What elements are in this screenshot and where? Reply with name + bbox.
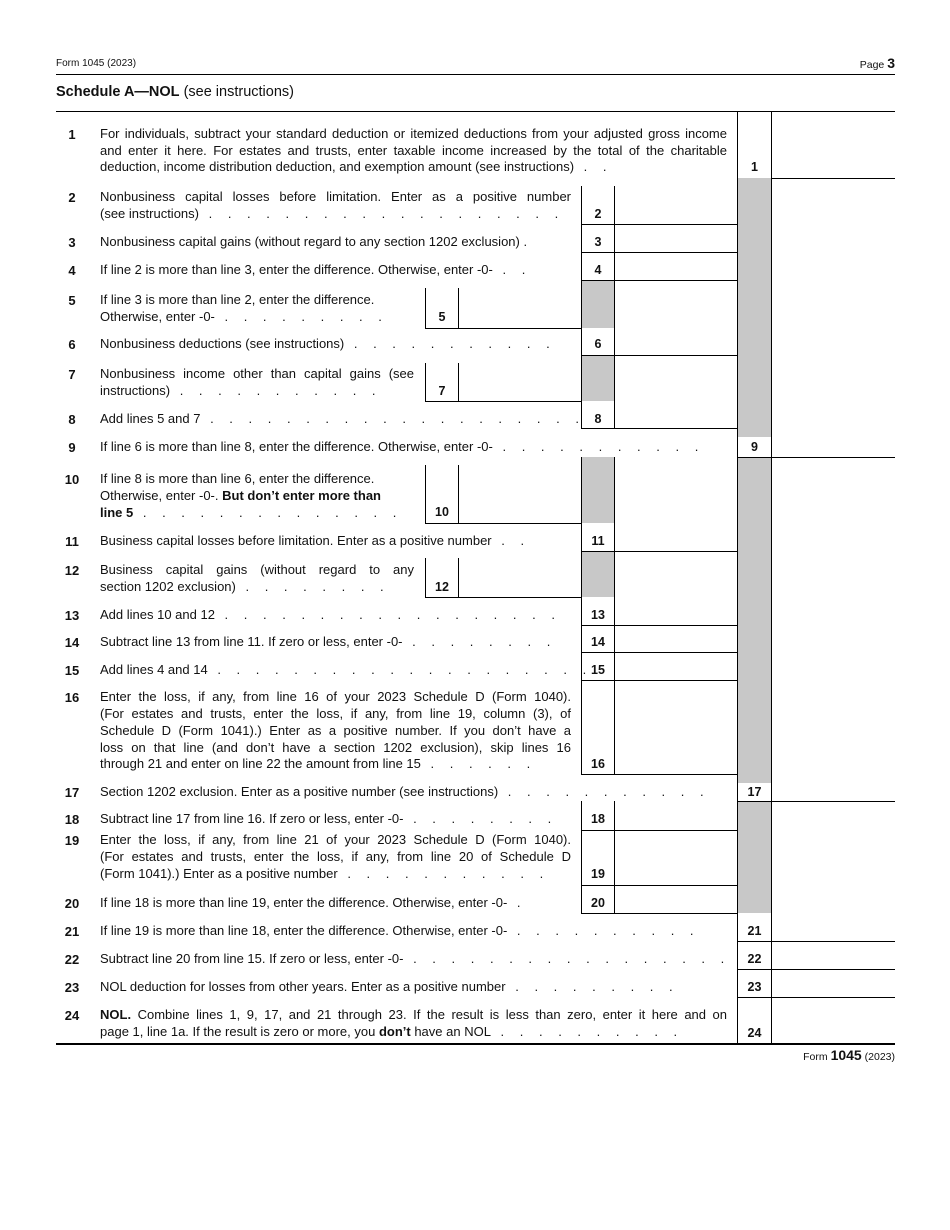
amount-field-line-15[interactable] — [615, 653, 737, 680]
line-20-text — [100, 895, 527, 912]
line-number-11: 11 — [65, 534, 79, 549]
line-15-text — [100, 662, 592, 679]
line-4-text — [100, 262, 531, 279]
line-20-leader: . — [507, 895, 527, 910]
line-number-15: 15 — [64, 663, 80, 678]
line-18-description: Subtract line 17 from line 16. If zero or less, enter -0- — [100, 811, 404, 826]
line-1-description: For individuals, subtract your standard deduction or itemized deductions from your adjusted gross income and enter it here. For estates and trusts, enter taxable income increased by the total of the charitable deduction, income distribution deduction, and exemption amount (see instructions) — [100, 126, 727, 174]
line-number-8: 8 — [68, 412, 76, 427]
line-21-leader: . . . . . . . . . . — [507, 923, 700, 938]
box-ref-13: 13 — [591, 608, 605, 622]
box-ref-6: 6 — [594, 337, 602, 351]
line-9-text — [100, 439, 704, 456]
amount-field-line-6[interactable] — [615, 329, 737, 355]
line-5-text-b — [100, 309, 388, 326]
box-ref-12: 12 — [435, 580, 449, 594]
box-ref-18: 18 — [591, 812, 605, 826]
line-22-text — [100, 951, 730, 968]
amount-field-line-18[interactable] — [615, 802, 737, 830]
line-number-22: 22 — [64, 952, 80, 967]
line-4-description: If line 2 is more than line 3, enter the difference. Otherwise, enter -0- — [100, 262, 493, 277]
line-16-text-a: Enter the loss, if any, from line 16 of your 2023 Schedule D (Form 1040). — [100, 689, 571, 704]
grid-h-c-10 — [425, 523, 582, 524]
line-17-text — [100, 784, 710, 801]
line-number-19: 19 — [64, 833, 80, 848]
shade-b-5 — [582, 280, 614, 328]
box-ref-16: 16 — [591, 757, 605, 771]
schedule-top-rule — [56, 111, 895, 112]
line-number-2: 2 — [68, 190, 76, 205]
line-24-text-b — [100, 1024, 683, 1041]
shade-col-a1 — [738, 178, 771, 437]
grid-h-b-8 — [581, 428, 738, 429]
amount-field-line-2[interactable] — [615, 187, 737, 224]
line-19-text-b: (For estates and trusts, enter the loss, if any, from line 20 of Schedule D — [100, 849, 571, 864]
amount-field-line-3[interactable] — [615, 225, 737, 252]
line-24-text-b-pre: page 1, line 1a. If the result is zero or more, you — [100, 1024, 379, 1039]
line-22-description: Subtract line 20 from line 15. If zero or less, enter -0- — [100, 951, 404, 966]
amount-field-line-23[interactable] — [772, 970, 894, 997]
schedule-title-bold: Schedule A—NOL — [56, 84, 180, 100]
line-number-1: 1 — [68, 127, 76, 142]
line-number-14: 14 — [64, 635, 80, 650]
box-ref-15: 15 — [591, 663, 605, 677]
line-24-text-a — [100, 1007, 727, 1024]
grid-v-col-a-right — [771, 111, 772, 1043]
line-6-text — [100, 336, 556, 353]
grid-h-b-6 — [581, 355, 738, 356]
line-24-text-b-bold: don’t — [378, 1024, 411, 1039]
line-11-description: Business capital losses before limitation. Enter as a positive number — [100, 533, 492, 548]
box-ref-2: 2 — [594, 207, 602, 221]
form-footer — [803, 1047, 895, 1063]
line-11-text — [100, 533, 530, 550]
line-10-text-b — [100, 488, 381, 505]
page-number: 3 — [887, 55, 895, 71]
line-13-text — [100, 607, 561, 624]
line-16-text-e — [100, 756, 536, 773]
box-ref-8: 8 — [594, 412, 602, 426]
line-7-text-b-label: instructions) — [100, 383, 171, 398]
box-ref-5: 5 — [438, 310, 446, 324]
line-number-3: 3 — [68, 235, 76, 250]
line-24-leader: . . . . . . . . . . — [490, 1024, 684, 1039]
line-8-description: Add lines 5 and 7 — [100, 411, 201, 426]
line-number-24: 24 — [64, 1008, 80, 1023]
grid-h-a-17 — [737, 801, 895, 802]
box-ref-3: 3 — [594, 235, 602, 249]
box-ref-10: 10 — [435, 505, 449, 519]
box-ref-11: 11 — [591, 534, 605, 548]
box-ref-7: 7 — [438, 384, 446, 398]
line-3-text: Nonbusiness capital gains (without regard to any section 1202 exclusion) . — [100, 234, 528, 249]
grid-v-col-b-left-1 — [581, 186, 582, 428]
amount-field-line-5[interactable] — [459, 289, 581, 328]
line-number-21: 21 — [64, 924, 80, 939]
shade-col-a2 — [738, 457, 771, 783]
line-12-leader: . . . . . . . . — [235, 579, 390, 594]
grid-h-b-20 — [581, 913, 738, 914]
line-19-leader: . . . . . . . . . . . — [337, 866, 550, 881]
line-4-leader: . . — [492, 262, 532, 277]
line-24-text-a-rest: Combine lines 1, 9, 17, and 21 through 23. If the result is less than zero, enter it here and on — [131, 1007, 727, 1022]
line-8-text — [100, 411, 585, 428]
line-number-9: 9 — [68, 440, 76, 455]
amount-field-line-19[interactable] — [615, 831, 737, 885]
amount-field-line-11[interactable] — [615, 524, 737, 551]
line-19-text-c-label: (Form 1041).) Enter as a positive number — [100, 866, 338, 881]
line-9-leader: . . . . . . . . . . . — [492, 439, 705, 454]
line-18-text — [100, 811, 557, 828]
box-ref-14: 14 — [591, 635, 605, 649]
line-7-text-b — [100, 383, 382, 400]
line-1-leader: . . — [574, 159, 613, 174]
line-number-5: 5 — [68, 293, 76, 308]
box-ref-9: 9 — [751, 440, 758, 454]
shade-b-12 — [582, 551, 614, 597]
box-ref-20: 20 — [591, 896, 605, 910]
box-ref-17: 17 — [747, 785, 762, 799]
footer-form-number: 1045 — [830, 1047, 862, 1063]
shade-col-a3 — [738, 801, 771, 913]
line-12-text-b-label: section 1202 exclusion) — [100, 579, 236, 594]
line-number-23: 23 — [64, 980, 80, 995]
line-10-text-c — [100, 505, 402, 522]
box-ref-1: 1 — [751, 160, 758, 174]
grid-h-b-4 — [581, 280, 738, 281]
line-number-7: 7 — [68, 367, 76, 382]
line-22-leader: . . . . . . . . . . . . . . . . . — [403, 951, 731, 966]
line-number-18: 18 — [64, 812, 80, 827]
shade-b-7 — [582, 356, 614, 401]
grid-v-col-a-left — [737, 111, 738, 1043]
line-21-text — [100, 923, 700, 940]
line-16-text-c: Schedule D (Form 1041).) Enter as a positive number. If you don’t have a — [100, 723, 571, 738]
line-10-leader: . . . . . . . . . . . . . . — [133, 505, 403, 520]
grid-h-c-12 — [425, 597, 582, 598]
amount-field-line-24[interactable] — [772, 998, 894, 1042]
line-number-13: 13 — [64, 608, 80, 623]
line-number-4: 4 — [68, 263, 76, 278]
line-12-text-a: Business capital gains (without regard to any — [100, 562, 414, 577]
box-ref-23: 23 — [747, 980, 762, 994]
grid-h-a-1 — [771, 178, 895, 179]
line-7-leader: . . . . . . . . . . . — [170, 383, 382, 398]
line-12-text-b — [100, 579, 390, 596]
line-24-text-a-bold: NOL. — [100, 1007, 132, 1022]
footer-year: (2023) — [864, 1051, 895, 1063]
line-23-leader: . . . . . . . . . — [505, 979, 679, 994]
line-16-text-b: (For estates and trusts, enter the loss, if any, from line 19, column (3), of — [100, 706, 571, 721]
page-indicator — [860, 55, 895, 71]
line-19-text-c — [100, 866, 549, 883]
line-16-text-d: loss on that line (and don’t have a section 1202 exclusion), skip lines 16 — [100, 740, 571, 755]
line-23-text — [100, 979, 679, 996]
line-10-text-b-pre: Otherwise, enter -0-. — [100, 488, 223, 503]
line-1-text — [100, 126, 727, 176]
line-2-text-a: Nonbusiness capital losses before limitation. Enter as a positive number — [100, 189, 571, 204]
line-16-leader: . . . . . . — [420, 756, 537, 771]
line-number-17: 17 — [64, 785, 80, 800]
box-ref-24: 24 — [747, 1026, 762, 1040]
line-15-leader: . . . . . . . . . . . . . . . . . . . . — [207, 662, 593, 677]
amount-field-line-1[interactable] — [772, 112, 894, 178]
line-number-20: 20 — [64, 896, 80, 911]
line-5-text-b-label: Otherwise, enter -0- — [100, 309, 215, 324]
form-header-id: Form 1045 (2023) — [56, 58, 137, 69]
line-21-description: If line 19 is more than line 18, enter the difference. Otherwise, enter -0- — [100, 923, 508, 938]
line-11-leader: . . — [491, 533, 531, 548]
line-8-leader: . . . . . . . . . . . . . . . . . . . . — [200, 411, 585, 426]
line-20-description: If line 18 is more than line 19, enter the difference. Otherwise, enter -0- — [100, 895, 508, 910]
line-10-text-b-bold: But don’t enter more than — [222, 488, 381, 503]
schedule-title — [56, 84, 294, 100]
footer-form-label: Form — [803, 1051, 828, 1063]
line-10-text-a: If line 8 is more than line 6, enter the difference. — [100, 471, 375, 486]
line-14-text — [100, 634, 556, 651]
line-14-leader: . . . . . . . . — [402, 634, 557, 649]
line-14-description: Subtract line 13 from line 11. If zero or less, enter -0- — [100, 634, 403, 649]
amount-field-line-4[interactable] — [615, 253, 737, 280]
grid-h-b-11 — [581, 551, 738, 552]
line-number-6: 6 — [68, 337, 76, 352]
grid-h-c-7 — [425, 401, 582, 402]
amount-field-line-12[interactable] — [459, 559, 581, 597]
page-label: Page — [859, 59, 885, 71]
line-2-text-b — [100, 206, 564, 223]
box-ref-4: 4 — [594, 263, 602, 277]
line-6-leader: . . . . . . . . . . . — [344, 336, 556, 351]
amount-field-line-22[interactable] — [772, 942, 894, 969]
line-2-leader: . . . . . . . . . . . . . . . . . . . — [198, 206, 565, 221]
grid-h-c-5 — [425, 328, 582, 329]
amount-field-line-16[interactable] — [615, 681, 737, 774]
amount-field-line-10[interactable] — [459, 466, 581, 523]
line-5-leader: . . . . . . . . . — [214, 309, 388, 324]
grid-h-b-16 — [581, 774, 738, 775]
line-13-leader: . . . . . . . . . . . . . . . . . . — [214, 607, 561, 622]
line-number-16: 16 — [64, 690, 80, 705]
line-13-description: Add lines 10 and 12 — [100, 607, 215, 622]
line-10-text-c-bold: line 5 — [100, 505, 134, 520]
line-19-text-a: Enter the loss, if any, from line 21 of your 2023 Schedule D (Form 1040). — [100, 832, 571, 847]
line-16-text-e-label: through 21 and enter on line 22 the amount from line 15 — [100, 756, 421, 771]
amount-field-line-8[interactable] — [615, 402, 737, 428]
grid-h-a-9 — [737, 457, 895, 458]
header-rule — [56, 74, 895, 75]
box-ref-22: 22 — [747, 952, 762, 966]
amount-field-line-21[interactable] — [772, 914, 894, 941]
line-number-12: 12 — [64, 563, 80, 578]
amount-field-line-9[interactable] — [772, 429, 894, 457]
line-15-description: Add lines 4 and 14 — [100, 662, 208, 677]
shade-b-10 — [582, 457, 614, 523]
line-6-description: Nonbusiness deductions (see instructions) — [100, 336, 345, 351]
amount-field-line-17[interactable] — [772, 775, 894, 801]
schedule-bottom-rule — [56, 1043, 895, 1045]
line-7-text-a: Nonbusiness income other than capital gains (see — [100, 366, 414, 381]
line-17-description: Section 1202 exclusion. Enter as a positive number (see instructions) — [100, 784, 499, 799]
schedule-title-rest: (see instructions) — [179, 84, 294, 100]
line-17-leader: . . . . . . . . . . . — [498, 784, 710, 799]
line-2-text-b-label: (see instructions) — [100, 206, 199, 221]
line-5-text-a: If line 3 is more than line 2, enter the difference. — [100, 292, 375, 307]
amount-field-line-14[interactable] — [615, 626, 737, 652]
line-24-text-b-post: have an NOL — [410, 1024, 491, 1039]
line-18-leader: . . . . . . . . — [403, 811, 558, 826]
line-9-description: If line 6 is more than line 8, enter the difference. Otherwise, enter -0- — [100, 439, 493, 454]
box-ref-19: 19 — [591, 867, 605, 881]
amount-field-line-7[interactable] — [459, 364, 581, 401]
line-number-10: 10 — [64, 472, 80, 487]
amount-field-line-20[interactable] — [615, 886, 737, 913]
box-ref-21: 21 — [747, 924, 762, 938]
amount-field-line-13[interactable] — [615, 598, 737, 625]
line-23-description: NOL deduction for losses from other years. Enter as a positive number — [100, 979, 506, 994]
